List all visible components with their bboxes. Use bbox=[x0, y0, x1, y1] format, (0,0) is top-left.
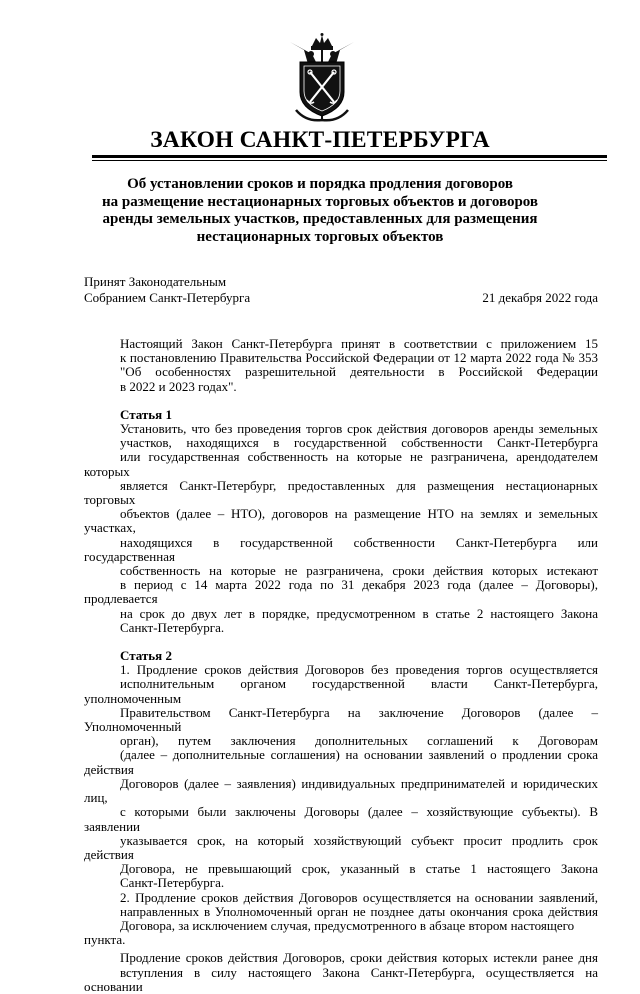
document-title-line: на размещение нестационарных торговых объектов и договоров bbox=[101, 193, 539, 210]
article-2-paragraph-1 bbox=[84, 663, 598, 890]
text-line: 1. Продление сроков действия Договоров без проведения торгов осуществляется bbox=[120, 662, 598, 678]
article-2-paragraph-2 bbox=[84, 891, 598, 948]
coat-of-arms-icon bbox=[286, 32, 358, 124]
document-title-line: Об установлении сроков и порядка продления договоров bbox=[127, 176, 513, 192]
text-line: Продление сроков действия Договоров, сроки действия которых истекли ранее дня bbox=[120, 950, 598, 966]
text-line: участков, находящихся в государственной собственности Санкт-Петербурга bbox=[120, 435, 598, 451]
text-line: Договора, не превышающий срок, указанный в статье 1 настоящего Закона bbox=[120, 861, 598, 877]
adoption-date: 21 декабря 2022 года bbox=[482, 290, 598, 305]
article-1-paragraph bbox=[84, 422, 598, 635]
text-line: в период с 14 марта 2022 года по 31 декабря 2023 года (далее – Договоры), продлевается bbox=[84, 577, 598, 607]
title-rule-thick bbox=[92, 155, 607, 158]
text-line: Договора, за исключением случая, предусмотренного в абзаце втором настоящего пункта. bbox=[84, 917, 575, 948]
document-body bbox=[84, 337, 598, 994]
text-line: в 2022 и 2023 годах". bbox=[120, 378, 237, 394]
text-line: вступления в силу настоящего Закона Санкт-Петербурга, осуществляется на основании bbox=[84, 964, 598, 994]
text-line: направленных в Уполномоченный орган не позднее даты окончания срока действия bbox=[120, 903, 598, 919]
law-title: ЗАКОН САНКТ-ПЕТЕРБУРГА bbox=[150, 127, 490, 153]
article-2-paragraph-3 bbox=[84, 951, 598, 994]
adopted-by bbox=[84, 274, 250, 306]
text-line: с которыми были заключены Договоры (далее – хозяйствующие субъекты). В заявлении bbox=[84, 804, 598, 834]
text-line: объектов (далее – НТО), договоров на размещение НТО на землях и земельных участках, bbox=[84, 506, 598, 536]
preamble bbox=[84, 337, 598, 394]
text-line: "Об особенностях разрешительной деятельности в Российской Федерации bbox=[120, 364, 598, 380]
document-title-line: нестационарных торговых объектов bbox=[196, 228, 444, 245]
text-line: Договоров (далее – заявления) индивидуальных предпринимателей и юридических лиц, bbox=[84, 775, 598, 806]
text-line: находящихся в государственной собственности Санкт-Петербурга или государственная bbox=[84, 534, 598, 564]
text-line: 2. Продление сроков действия Договоров осуществляется на основании заявлений, bbox=[120, 889, 598, 905]
text-line: к постановлению Правительства Российской Федерации от 12 марта 2022 года № 353 bbox=[120, 350, 598, 366]
document-title-line: аренды земельных участков, предоставленных для размещения bbox=[102, 211, 538, 227]
text-line: указывается срок, на который хозяйствующий субъект просит продлить срок действия bbox=[84, 832, 598, 862]
article-2-heading: Статья 2 bbox=[120, 648, 172, 664]
article-1-heading: Статья 1 bbox=[120, 406, 172, 422]
text-line: Санкт-Петербурга. bbox=[120, 619, 225, 635]
text-line: (далее – дополнительные соглашения) на основании заявлений о продлении срока действия bbox=[84, 747, 598, 777]
text-line: Санкт-Петербурга. bbox=[120, 875, 225, 891]
text-line: на срок до двух лет в порядке, предусмотренном в статье 2 настоящего Закона bbox=[120, 605, 598, 621]
title-rule-thin bbox=[92, 160, 607, 161]
text-line: орган), путем заключения дополнительных соглашений к Договорам bbox=[120, 733, 598, 749]
text-line: собственность на которые не разграничена, сроки действия которых истекают bbox=[120, 563, 598, 579]
adopted-by-line: Собранием Санкт-Петербурга bbox=[84, 290, 251, 305]
text-line: является Санкт-Петербург, предоставленных для размещения нестационарных торговых bbox=[84, 477, 598, 508]
text-line: или государственная собственность на которые не разграничена, арендодателем которых bbox=[84, 449, 598, 479]
text-line: Настоящий Закон Санкт-Петербурга принят в соответствии с приложением 15 bbox=[120, 336, 598, 351]
document-title bbox=[70, 176, 570, 246]
text-line: исполнительным органом государственной власти Санкт-Петербурга, уполномоченным bbox=[84, 676, 598, 706]
text-line: Установить, что без проведения торгов срок действия договоров аренды земельных bbox=[120, 421, 598, 437]
text-line: Правительством Санкт-Петербурга на заключение Договоров (далее – Уполномоченный bbox=[84, 704, 598, 735]
adopted-by-line: Принят Законодательным bbox=[84, 274, 227, 289]
